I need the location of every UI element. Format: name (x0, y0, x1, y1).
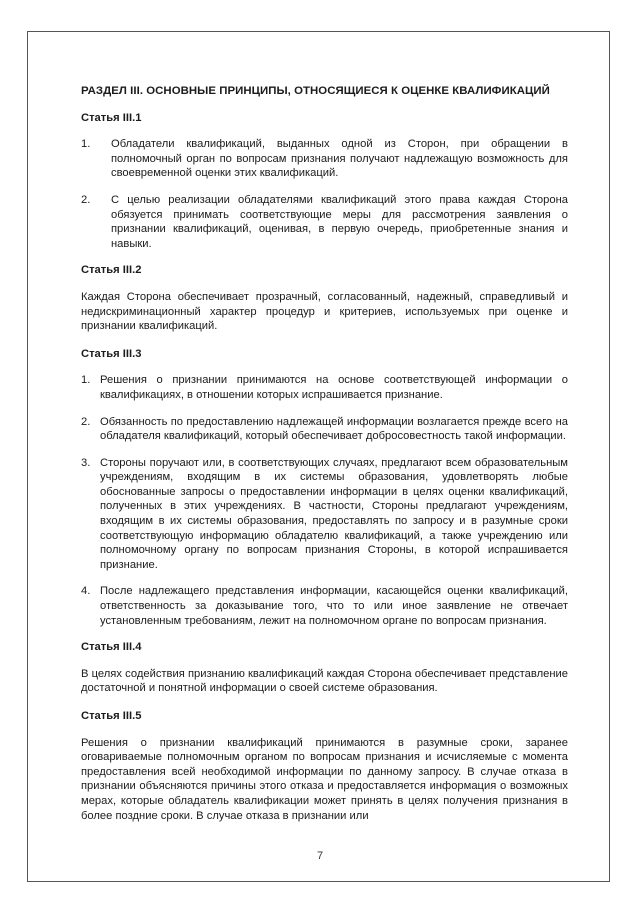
article-title: Статья III.5 (81, 710, 142, 722)
document-body (81, 84, 568, 836)
list-item (81, 584, 568, 628)
list-item (81, 415, 568, 444)
list-item-number: 2. (81, 193, 91, 206)
article-title: Статья III.1 (81, 111, 142, 124)
article-items (81, 373, 568, 628)
article-paragraph: Решения о признании квалификаций принимаются в разумные сроки, заранее оговариваемые полномочным органом по вопросам признания и исчисляемые с момента предоставления всей необходимой информации по данному запросу. В случае отказа в признании объясняются причины этого отказа и предоставляется информация о возможных мерах, которые обладатель квалификации может принять в целях получения признания в более поздние сроки. В случае отказа в признании или (81, 736, 568, 822)
list-item-number: 2. (81, 415, 91, 428)
article-title: Статья III.4 (81, 641, 142, 654)
section-title: РАЗДЕЛ III. ОСНОВНЫЕ ПРИНЦИПЫ, ОТНОСЯЩИЕСЯ К ОЦЕНКЕ КВАЛИФИКАЦИЙ (81, 85, 550, 97)
list-item-text: Решения о признании принимаются на основе соответствующей информации о квалификациях, в отношении которых испрашивается признание. (100, 374, 568, 401)
list-item-number: 4. (81, 585, 91, 598)
list-item-number: 1. (81, 374, 91, 387)
list-item-text: Обладатели квалификаций, выданных одной из Сторон, при обращении в полномочный орган по вопросам признания получают надлежащую возможность для своевременной оценки этих квалификаций. (111, 138, 568, 180)
page-number: 7 (316, 850, 324, 862)
list-item-number: 3. (81, 456, 91, 469)
list-item (81, 193, 568, 251)
list-item (81, 137, 568, 181)
list-item-text: С целью реализации обладателями квалификаций этого права каждая Сторона обязуется принимать соответствующие меры для рассмотрения заявления о признании квалификаций, оценивая, в первую очередь, приобретенные знания и навыки. (111, 193, 568, 250)
article-paragraph: Каждая Сторона обеспечивает прозрачный, согласованный, надежный, справедливый и недискриминационный характер процедур и критериев, используемых при оценке и признании квалификаций. (81, 290, 568, 333)
article-paragraph: В целях содействия признанию квалификаций каждая Сторона обеспечивает представление достаточной и понятной информации о своей системе образования. (81, 667, 568, 695)
article-title: Статья III.3 (81, 347, 142, 360)
list-item (81, 373, 568, 402)
article-title: Статья III.2 (81, 264, 142, 277)
article-items (81, 137, 568, 251)
list-item-text: Обязанность по предоставлению надлежащей информации возлагается прежде всего на обладателя квалификаций, который обеспечивает добросовестность такой информации. (100, 415, 568, 443)
list-item-number: 1. (81, 138, 91, 151)
list-item-text: После надлежащего представления информации, касающейся оценки квалификаций, ответственность за доказывание того, что то или иное заявление не отвечает установленным требованиям, лежит на полномочном органе по вопросам признания. (100, 585, 568, 627)
list-item-text: Стороны поручают или, в соответствующих случаях, предлагают всем образовательным учреждениям, входящим в их системы образования, удовлетворять любые обоснованные запросы о предоставлении информации в целях оценки квалификаций, полученных в этих учреждениях. В частности, Стороны предлагают учреждениям, входящим в их системы образования, предоставлять по запросу и в разумные сроки соответствующую информацию обладателю квалификаций, а также учреждению или полномочному органу по вопросам признания Стороны, в которой испрашивается признание. (100, 456, 568, 571)
list-item (81, 456, 568, 573)
